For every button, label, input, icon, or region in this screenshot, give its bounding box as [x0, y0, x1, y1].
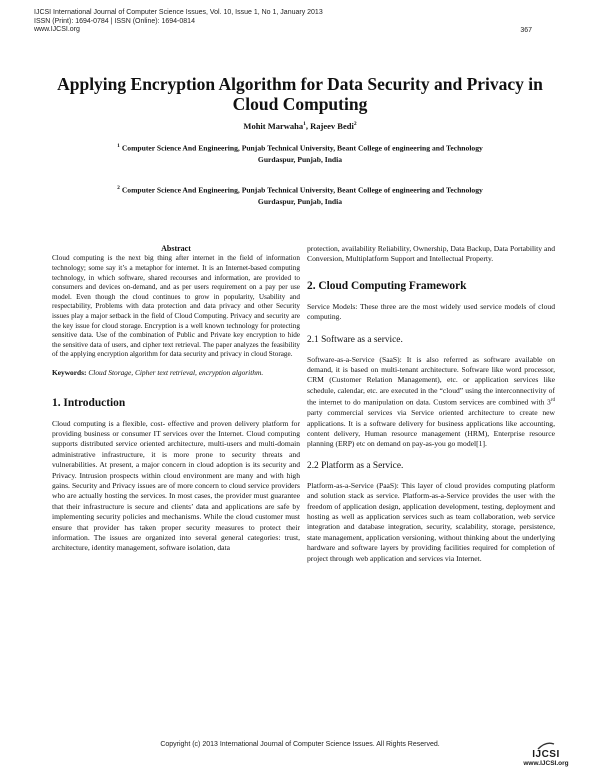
journal-url: www.IJCSI.org — [34, 26, 80, 33]
section-heading-framework: 2. Cloud Computing Framework — [307, 279, 467, 292]
affiliation-line: Gurdaspur, Punjab, India — [257, 196, 343, 206]
subsection-heading-paas: 2.2 Platform as a Service. — [307, 460, 404, 471]
author-separator: , — [305, 121, 311, 131]
saas-text — [307, 355, 555, 450]
saas-text-part2: party commercial services via Service oriented architecture to create new applications. It is a software delivery for business applications like accounting, content delivery, Human resource management (HRM), Enterprise resource planning (ERP) etc on demand on pay-as-you go model[1]. — [307, 408, 555, 449]
affiliation-sup: 1 — [117, 143, 120, 149]
paas-text: Platform-as-a-Service (PaaS): This layer of cloud provides computing platform and solution stack as service. Platform-as-a-Service provides the user with the freedom of application design, application development, testing, deployment and hosting as well as application services such as team collaboration, web service integration and database integration, security, scalability, storage, persistence, state management, application versioning, without thinking about the underlying hardware and software layers by providing facilities required for completion of project through web application and services via Internet. — [307, 480, 555, 563]
left-column — [52, 244, 300, 554]
author-sup: 2 — [353, 121, 357, 128]
saas-text-part1: Software-as-a-Service (SaaS): It is also referred as software available on demand, it is based on multi-tenant architecture. Software like word processor, CRM (Customer Relation Management), etc. or application services like schedule, calendar, etc. are executed in the “cloud” using the interconnectivity of the internet to do manipulation on data. Custom services are combined with 3 — [307, 354, 555, 407]
journal-header — [34, 9, 323, 35]
affiliation-2 — [60, 183, 540, 207]
issn-line: ISSN (Print): 1694-0784 | ISSN (Online): 1694-0814 — [34, 17, 195, 25]
copyright-footer: Copyright (c) 2013 International Journal of Computer Science Issues. All Rights Reserved. — [160, 741, 440, 748]
section-heading-introduction: 1. Introduction — [52, 396, 126, 409]
abstract-heading: Abstract — [161, 244, 191, 253]
ijcsi-logo — [515, 741, 577, 767]
right-column — [307, 244, 555, 564]
keywords-text: Cloud Storage, Cipher text retrieval, encryption algorithm. — [86, 367, 264, 377]
affiliation-sup: 2 — [117, 185, 120, 191]
paper-title: Applying Encryption Algorithm for Data Security and Privacy in Cloud Computing — [57, 74, 543, 114]
keywords — [52, 368, 300, 378]
keywords-label: Keywords: — [52, 367, 87, 377]
introduction-text: Cloud computing is a flexible, cost- effective and proven delivery platform for providing business or consumer IT services over the Internet. Cloud computing supports distributed service oriented architecture, multi-users and multi-domain administrative infrastructure, it is more prone to security threats and vulnerabilities. At present, a major concern in cloud adoption is its security and Privacy. Intrusion prospects within cloud environment are many and with high gains. Security and Privacy issues are of more concern to cloud service providers who are actually hosting the services. In most cases, the provider must guarantee that their infrastructure is secure and clients’ data and applications are safe by implementing security policies and mechanisms. While the cloud customer must ensure that provider has taken proper security measures to protect their information. The issues are organized into several general categories: trust, architecture, identity management, software isolation, data — [52, 418, 300, 553]
abstract-text: Cloud computing is the next big thing after internet in the field of information technology; some say it’s a metaphor for internet. It is an Internet-based computing technology, in which software, shared recourses and information, are provided to consumers and devices on-demand, and as per users requirement on a pay per use model. Even though the cloud continues to grow in popularity, Usability and respectability, Problems with data protection and data privacy and other Security issues play a major setback in the field of Cloud Computing. Privacy and security are the key issue for cloud storage. Encryption is a well known technology for protecting sensitive data. Use of the combination of Public and Private key encryption to hide the sensitive data of users, and cipher text retrieval. The paper analyzes the feasibility of the applying encryption algorithm for data security and privacy in cloud Storage. — [52, 254, 300, 359]
saas-sup: rd — [550, 398, 555, 404]
author-name: Mohit Marwaha — [243, 121, 304, 131]
journal-name: IJCSI International Journal of Computer Science Issues, Vol. 10, Issue 1, No 1, January 2013 — [34, 9, 323, 16]
subsection-heading-saas: 2.1 Software as a service. — [307, 334, 403, 345]
author-list — [0, 121, 600, 131]
author-name: Rajeev Bedi — [310, 121, 354, 131]
logo-url: www.IJCSI.org — [523, 760, 569, 767]
logo-text: IJCSI — [532, 749, 560, 760]
affiliation-line: Computer Science And Engineering, Punjab Technical University, Beant College of engineering and Technology — [121, 143, 483, 153]
page-number: 367 — [520, 27, 532, 34]
author-sup: 1 — [303, 121, 306, 128]
framework-text: Service Models: These three are the most widely used service models of cloud computing. — [307, 301, 555, 322]
affiliation-line: Computer Science And Engineering, Punjab Technical University, Beant College of engineering and Technology — [121, 185, 483, 195]
affiliation-line: Gurdaspur, Punjab, India — [257, 154, 343, 164]
introduction-continued: protection, availability Reliability, Ownership, Data Backup, Data Portability and Conversion, Multiplatform Support and Intellectual Property. — [307, 244, 555, 264]
affiliation-1 — [60, 141, 540, 165]
